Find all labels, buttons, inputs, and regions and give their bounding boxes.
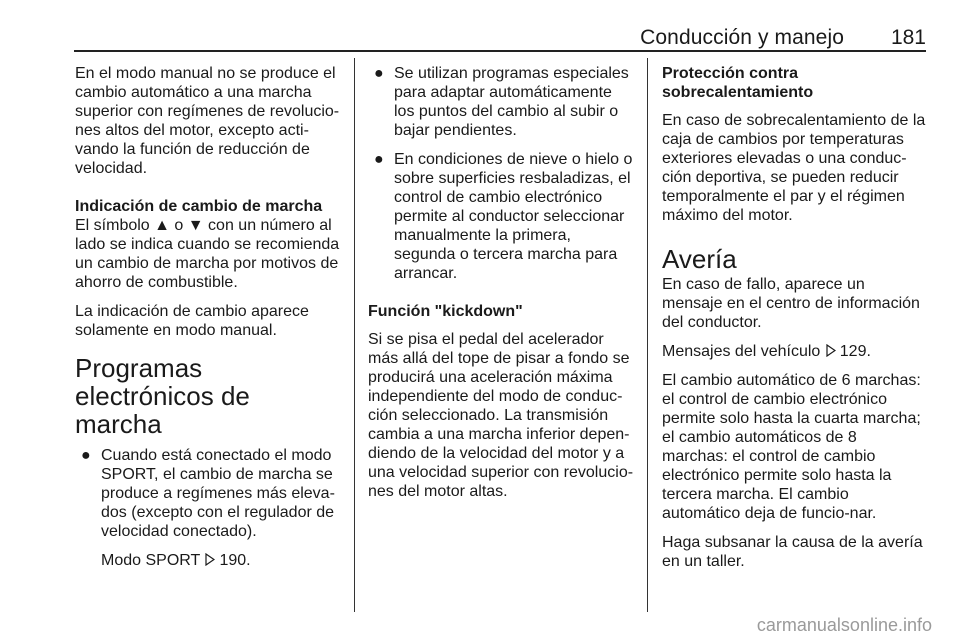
- header-rule: [74, 50, 926, 52]
- page-header: [74, 22, 926, 50]
- bullet-sport-text: Cuando está conectado el modo SPORT, el cambio de marcha se produce a regímenes más eleva-dos (excepto con el regulador de velocidad conectado).: [101, 447, 335, 540]
- heading-overheat-protection: Protección contra sobrecalentamiento: [662, 65, 814, 101]
- vehicle-messages-reference: [662, 342, 926, 361]
- bullet-icon: ●: [374, 65, 384, 82]
- page-reference-icon: [825, 344, 836, 357]
- paragraph-fault-gears: El cambio automático de 6 marchas: el control de cambio electrónico permite solo hasta la cuarta marcha; el cambio automáticos de 8 marchas: el control de cambio electrónico permite solo hasta la tercera marcha. El cambio automático deja de funcio-nar.: [662, 372, 921, 522]
- reference-label: Mensajes del vehículo: [662, 343, 821, 360]
- watermark: carmanualsonline.info: [756, 615, 932, 635]
- bullet-icon: ●: [374, 151, 384, 168]
- page-title: Conducción y manejo: [640, 26, 844, 49]
- list-item: [75, 446, 343, 570]
- column-1: [75, 64, 343, 570]
- paragraph-fault-message: En caso de fallo, aparece un mensaje en el centro de información del conductor.: [662, 276, 920, 331]
- page-number: 181: [890, 26, 926, 49]
- paragraph-kickdown: Si se pisa el pedal del acelerador más allá del tope de pisar a fondo se producirá una aceleración máxima independiente del modo de conduc-ción seleccionado. La transmisión cambia a una marcha inferior depen-diendo de la velocidad del motor y a una velocidad superior con revolucio-nes del motor altas.: [368, 331, 634, 500]
- paragraph-manual-only: La indicación de cambio aparece solamente en modo manual.: [75, 303, 309, 339]
- heading-shift-indication: Indicación de cambio de marcha: [75, 198, 323, 215]
- paragraph-fault-workshop: Haga subsanar la causa de la avería en un taller.: [662, 534, 923, 570]
- reference-label: Modo SPORT: [101, 552, 201, 569]
- column-3: [662, 64, 926, 571]
- list-item: [368, 150, 636, 283]
- heading-fault: Avería: [662, 244, 737, 274]
- bullet-slope-programs: Se utilizan programas especiales para adaptar automáticamente los puntos del cambio al subir o bajar pendientes.: [394, 65, 629, 139]
- column-divider-2: [647, 58, 648, 612]
- page-reference-icon: [204, 553, 215, 566]
- paragraph-manual-mode: En el modo manual no se produce el cambio automático a una marcha superior con regímenes de revolucio-nes altos del motor, excepto acti-vando la función de reducción de velocidad.: [75, 65, 340, 177]
- reference-page: 190.: [219, 552, 251, 569]
- paragraph-overheat: En caso de sobrecalentamiento de la caja de cambios por temperaturas exteriores elevadas o una conduc-ción deportiva, se pueden reducir temporalmente el par y el régimen máximo del motor.: [662, 112, 926, 224]
- sport-mode-reference: [101, 551, 343, 570]
- reference-page: 129.: [839, 343, 871, 360]
- heading-electronic-programs: Programas electrónicos de marcha: [75, 353, 250, 439]
- column-2: [368, 64, 636, 501]
- bullet-icon: ●: [81, 447, 91, 464]
- heading-kickdown: Función "kickdown": [368, 303, 523, 320]
- paragraph-shift-symbol: El símbolo ▲ o ▼ con un número al lado se indica cuando se recomienda un cambio de marcha por motivos de ahorro de combustible.: [75, 217, 340, 291]
- column-divider-1: [354, 58, 355, 612]
- list-item: [368, 64, 636, 140]
- bullet-snow-ice: En condiciones de nieve o hielo o sobre superficies resbaladizas, el control de cambio electrónico permite al conductor seleccionar manualmente la primera, segunda o tercera marcha para arrancar.: [394, 151, 633, 282]
